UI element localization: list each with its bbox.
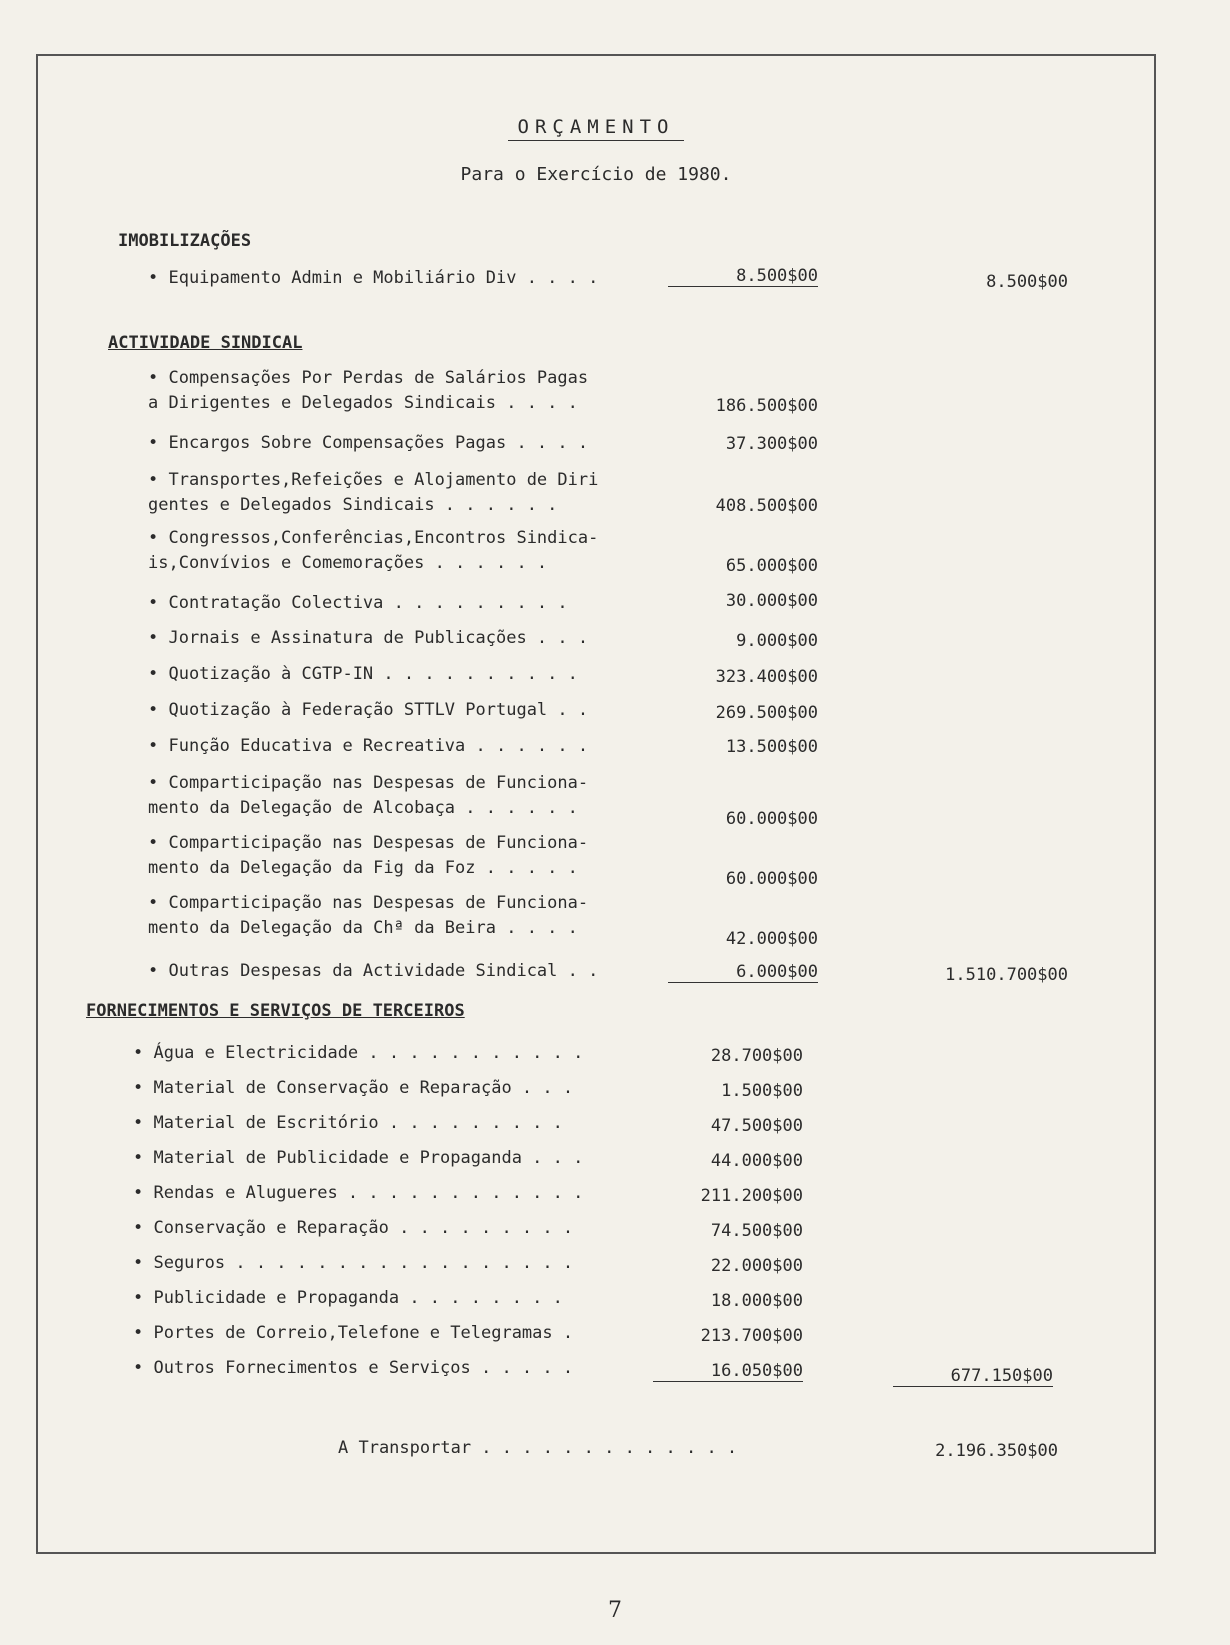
item-label: • Seguros . . . . . . . . . . . . . . . . .	[133, 1253, 574, 1273]
item-amount: 323.400$00	[715, 667, 818, 687]
item-label: • Outros Fornecimentos e Serviços . . . . .	[133, 1358, 574, 1378]
item-amount: 60.000$00	[725, 809, 818, 829]
section-subtotal: 1.510.700$00	[945, 965, 1068, 985]
item-label: • Congressos,Conferências,Encontros Sindica- is,Convívios e Comemorações . . . . . .	[148, 528, 599, 573]
item-label: • Compensações Por Perdas de Salários Pagas a Dirigentes e Delegados Sindicais . . . .	[148, 368, 589, 413]
carry-forward-label: A Transportar . . . . . . . . . . . . .	[338, 1438, 738, 1458]
item-label: • Encargos Sobre Compensações Pagas . . . .	[148, 433, 589, 453]
section-subtotal: 8.500$00	[986, 272, 1068, 292]
item-label: • Função Educativa e Recreativa . . . . . .	[148, 736, 589, 756]
item-label: • Comparticipação nas Despesas de Funciona- mento da Delegação da Chª da Beira . . . .	[148, 893, 589, 938]
item-label: • Material de Publicidade e Propaganda . . .	[133, 1148, 584, 1168]
item-label: • Material de Conservação e Reparação . . .	[133, 1078, 574, 1098]
section-title-imobilizacoes: IMOBILIZAÇÕES	[118, 231, 252, 251]
item-amount: 60.000$00	[725, 869, 818, 889]
item-label: • Outras Despesas da Actividade Sindical . .	[148, 961, 599, 981]
item-label: • Conservação e Reparação . . . . . . . . .	[133, 1218, 574, 1238]
list-item	[148, 266, 1128, 296]
section-subtotal: 677.150$00	[893, 1366, 1053, 1387]
item-amount: 42.000$00	[725, 929, 818, 949]
section-title-actividade-sindical: ACTIVIDADE SINDICAL	[108, 333, 303, 353]
item-amount: 408.500$00	[715, 496, 818, 516]
item-amount: 186.500$00	[715, 396, 818, 416]
page-number: 7	[608, 1598, 622, 1623]
item-amount: 30.000$00	[725, 591, 818, 611]
item-amount: 16.050$00	[653, 1361, 803, 1382]
carry-forward-amount: 2.196.350$00	[935, 1441, 1058, 1461]
item-amount: 37.300$00	[725, 434, 818, 454]
item-amount: 1.500$00	[721, 1081, 803, 1101]
item-label: • Portes de Correio,Telefone e Telegramas .	[133, 1323, 574, 1343]
section-title-fornecimentos: FORNECIMENTOS E SERVIÇOS DE TERCEIROS	[86, 1001, 465, 1021]
item-amount: 211.200$00	[700, 1186, 803, 1206]
item-label: • Equipamento Admin e Mobiliário Div . . . .	[148, 268, 599, 288]
item-amount: 13.500$00	[725, 737, 818, 757]
item-label: • Jornais e Assinatura de Publicações . . .	[148, 628, 589, 648]
item-amount: 269.500$00	[715, 703, 818, 723]
item-label: • Publicidade e Propaganda . . . . . . . .	[133, 1288, 563, 1308]
item-amount: 213.700$00	[700, 1326, 803, 1346]
item-label: • Material de Escritório . . . . . . . . .	[133, 1113, 563, 1133]
document-frame	[36, 54, 1156, 1554]
document-title: ORÇAMENTO	[38, 116, 1154, 138]
item-label: • Transportes,Refeições e Alojamento de Diri gentes e Delegados Sindicais . . . . . .	[148, 470, 599, 515]
item-amount: 22.000$00	[710, 1256, 803, 1276]
item-amount: 44.000$00	[710, 1151, 803, 1171]
item-label: • Quotização à CGTP-IN . . . . . . . . . .	[148, 664, 578, 684]
item-amount: 9.000$00	[736, 631, 818, 651]
item-amount: 6.000$00	[668, 962, 818, 983]
document-subtitle: Para o Exercício de 1980.	[460, 164, 732, 185]
item-amount: 65.000$00	[725, 556, 818, 576]
item-amount: 18.000$00	[710, 1291, 803, 1311]
item-amount: 8.500$00	[668, 266, 818, 287]
item-label: • Comparticipação nas Despesas de Funciona- mento da Delegação de Alcobaça . . . . . .	[148, 773, 589, 818]
item-label: • Rendas e Alugueres . . . . . . . . . . . .	[133, 1183, 584, 1203]
item-label: • Água e Electricidade . . . . . . . . . . .	[133, 1043, 584, 1063]
item-label: • Comparticipação nas Despesas de Funciona- mento da Delegação da Fig da Foz . . . . .	[148, 833, 589, 878]
item-amount: 28.700$00	[710, 1046, 803, 1066]
item-label: • Quotização à Federação STTLV Portugal . .	[148, 700, 589, 720]
item-label: • Contratação Colectiva . . . . . . . . .	[148, 593, 568, 613]
item-amount: 74.500$00	[710, 1221, 803, 1241]
item-amount: 47.500$00	[710, 1116, 803, 1136]
